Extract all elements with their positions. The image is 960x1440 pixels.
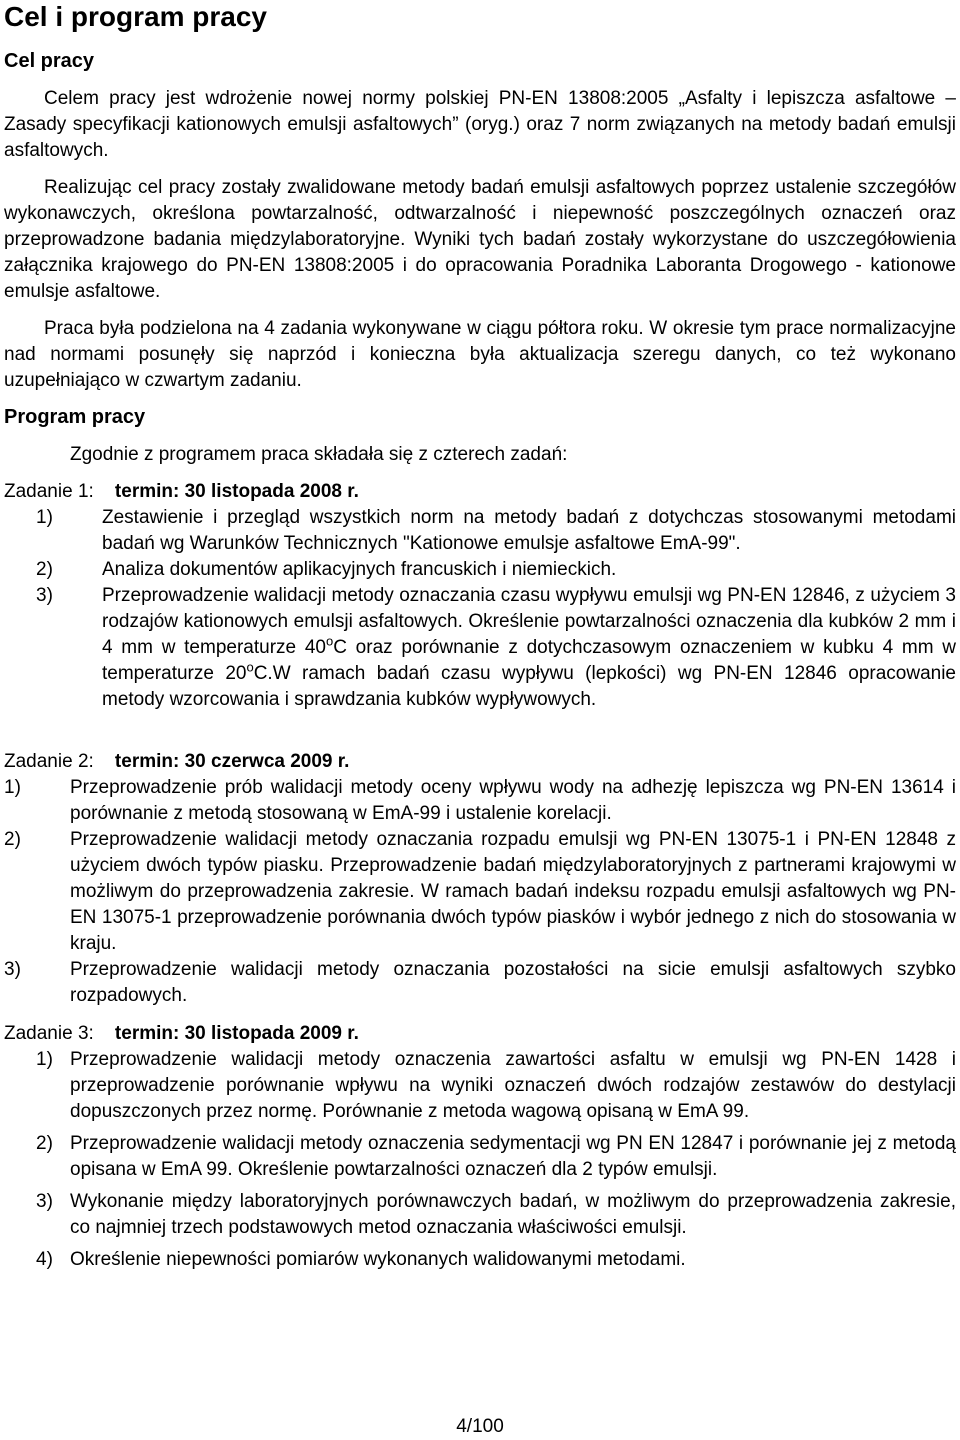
item-text: Przeprowadzenie walidacji metody oznaczenia sedymentacji wg PN EN 12847 i porównanie jej z metodą opisana w EmA 99. Określenie powtarzalności oznaczeń dla 2 typów emulsji. (70, 1133, 956, 1180)
item-text: Określenie niepewności pomiarów wykonanych walidowanymi metodami. (70, 1249, 686, 1270)
program-intro: Zgodnie z programem praca składała się z czterech zadań: (70, 444, 568, 465)
list-item (4, 1247, 956, 1273)
item-text: Przeprowadzenie walidacji metody oznaczania czasu wypływu emulsji wg PN-EN 12846, z użyciem 3 rodzajów kationowych emulsji asfaltowych. Określenie powtarzalności oznaczenia dla kubków 2 mm i 4 mm w temperaturze 40 (102, 585, 956, 658)
task-deadline: termin: 30 czerwca 2009 r. (114, 751, 350, 772)
list-item (4, 557, 956, 583)
task-header (4, 749, 956, 775)
item-number: 1) (36, 507, 53, 528)
list-item (4, 957, 956, 1009)
list-item (4, 827, 956, 957)
list-item (4, 505, 956, 557)
item-number: 4) (36, 1249, 53, 1270)
item-number: 3) (36, 585, 53, 606)
item-text: Zestawienie i przegląd wszystkich norm na metody badań z dotychczas stosowanymi metodami badań wg Warunków Technicznych "Kationowe emulsje asfaltowe EmA-99". (102, 507, 956, 554)
item-text: C.W ramach badań czasu wypływu (lepkości) wg PN-EN 12846 opracowanie metody wzorcowania i sprawdzania kubków wypływowych. (102, 663, 956, 710)
task-deadline: termin: 30 listopada 2009 r. (114, 1023, 359, 1044)
item-text: Wykonanie między laboratoryjnych porównawczych badań, w możliwym do przeprowadzenia zakresie, co najmniej trzech podstawowych metod oznaczania właściwości emulsji. (70, 1191, 956, 1238)
document-page (4, 0, 957, 1437)
task-3 (4, 1021, 956, 1273)
item-text: Przeprowadzenie walidacji metody oznaczenia zawartości asfaltu w emulsji wg PN-EN 1428 i przeprowadzenie porównanie wpływu na wyniki oznaczeń dwóch rodzajów zestawów do destylacji dopuszczonych przez normę. Porównanie z metoda wagową opisaną w EmA 99. (70, 1049, 956, 1122)
task-2 (4, 749, 956, 1009)
page-number: 4/100 (456, 1416, 504, 1437)
task-label: Zadanie 3: (4, 1023, 94, 1044)
item-text: C oraz porównanie z dotychczasowym oznaczeniem w kubku 4 mm w temperaturze 20 (102, 637, 957, 684)
item-number: 2) (36, 1133, 53, 1154)
program-heading: Program pracy (4, 406, 146, 428)
item-text: Przeprowadzenie walidacji metody oznaczania pozostałości na sicie emulsji asfaltowych szybko rozpadowych. (70, 959, 956, 1006)
task-label: Zadanie 2: (4, 751, 94, 772)
item-number: 1) (36, 1049, 53, 1070)
list-item (4, 775, 956, 827)
goal-paragraph: Praca była podzielona na 4 zadania wykonywane w ciągu półtora roku. W okresie tym prace normalizacyjne nad normami posunęły się naprzód i konieczna była aktualizacja szeregu danych, co też wykonano uzupełniająco w czwartym zadaniu. (4, 318, 956, 391)
item-number: 2) (36, 559, 53, 580)
item-number: 3) (36, 1191, 53, 1212)
task-header (4, 479, 956, 505)
list-item (4, 1047, 956, 1125)
item-number: 2) (4, 829, 21, 850)
degree-sup: o (246, 659, 254, 675)
goal-paragraph: Celem pracy jest wdrożenie nowej normy polskiej PN-EN 13808:2005 „Asfalty i lepiszcza asfaltowe – Zasady specyfikacji kationowych emulsji asfaltowych” (oryg.) oraz 7 norm związanych na metody badań emulsji asfaltowych. (4, 88, 956, 161)
task-label: Zadanie 1: (4, 481, 94, 502)
goal-heading: Cel pracy (4, 50, 95, 72)
item-number: 3) (4, 959, 21, 980)
list-item (4, 583, 956, 713)
document-title: Cel i program pracy (4, 1, 267, 32)
item-number: 1) (4, 777, 21, 798)
item-text: Przeprowadzenie walidacji metody oznaczania rozpadu emulsji wg PN-EN 13075-1 i PN-EN 12848 z użyciem dwóch typów piasku. Przeprowadzenie badań międzylaboratoryjnych z partnerami krajowymi w możliwym do przeprowadzenia zakresie. W ramach badań indeksu rozpadu emulsji asfaltowych wg PN-EN 13075-1 przeprowadzenie porównania dwóch typów piasków i wybór jednego z nich do stosowania w kraju. (70, 829, 956, 954)
task-1 (4, 479, 956, 713)
item-text: Analiza dokumentów aplikacyjnych francuskich i niemieckich. (102, 559, 617, 580)
list-item (4, 1131, 956, 1183)
goal-paragraph: Realizując cel pracy zostały zwalidowane metody badań emulsji asfaltowych poprzez ustalenie szczegółów wykonawczych, określona powtarzalność, odtwarzalność i niepewność poszczególnych oznaczeń oraz przeprowadzone badania międzylaboratoryjne. Wyniki tych badań zostały wykorzystane do uszczegółowienia załącznika krajowego do PN-EN 13808:2005 i do opracowania Poradnika Laboranta Drogowego - kationowe emulsje asfaltowe. (4, 177, 956, 302)
item-text: Przeprowadzenie prób walidacji metody oceny wpływu wody na adhezję lepiszcza wg PN-EN 13614 i porównanie z metodą stosowaną w EmA-99 i ustalenie korelacji. (70, 777, 956, 824)
list-item (4, 1189, 956, 1241)
task-header (4, 1021, 956, 1047)
degree-sup: o (325, 633, 334, 649)
task-deadline: termin: 30 listopada 2008 r. (114, 481, 359, 502)
